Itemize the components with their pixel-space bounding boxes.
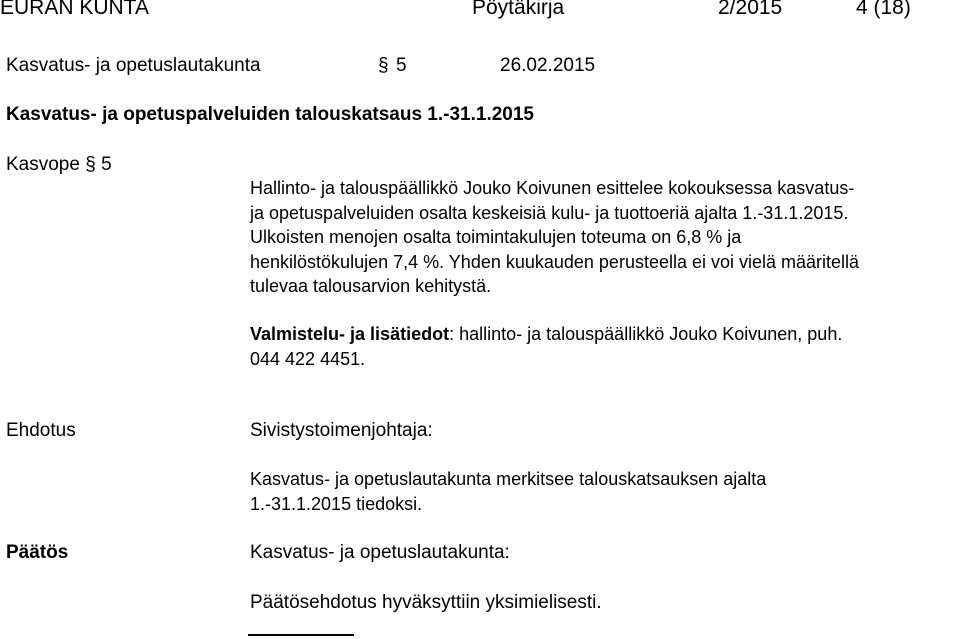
preparation-label — [6, 154, 112, 176]
preparation-line: Hallinto- ja talouspäällikkö Jouko Koivunen esittelee kokouksessa kasvatus- — [250, 178, 855, 198]
section-symbol: § — [378, 55, 389, 76]
preparation-label-text: Kasvope — [6, 154, 80, 175]
proposer: Sivistystoimenjohtaja: — [250, 420, 433, 441]
decision-text: Päätösehdotus hyväksyttiin yksimielisesti. — [250, 592, 602, 613]
preparation-text — [250, 176, 955, 299]
meeting-date: 26.02.2015 — [500, 55, 596, 76]
preparation-info-label: Valmistelu- ja lisätiedot — [250, 324, 450, 344]
preparation-info-phone: 044 422 4451. — [250, 348, 366, 369]
decision-body: Kasvatus- ja opetuslautakunta: — [250, 542, 510, 563]
committee-name: Kasvatus- ja opetuslautakunta — [6, 55, 261, 76]
preparation-line: henkilöstökulujen 7,4 %. Yhden kuukauden perusteella ei voi vielä määritellä — [250, 251, 860, 272]
preparation-info — [250, 322, 955, 371]
proposal-label: Ehdotus — [6, 420, 76, 441]
organization-name: EURAN KUNTA — [0, 0, 149, 19]
document-type: Pöytäkirja — [472, 0, 565, 19]
proposal-line: 1.-31.1.2015 tiedoksi. — [250, 493, 423, 514]
proposal-text — [250, 467, 955, 516]
preparation-line: ja opetuspalveluiden osalta keskeisiä kulu- ja tuottoeriä ajalta 1.-31.1.2015. — [250, 202, 849, 223]
signature-line — [248, 634, 354, 636]
preparation-info-line — [250, 322, 955, 347]
section-number: 5 — [396, 55, 407, 76]
preparation-section-symbol: § — [85, 154, 96, 175]
agenda-title: Kasvatus- ja opetuspalveluiden talouskatsaus 1.-31.1.2015 — [6, 104, 535, 125]
document-number: 2/2015 — [718, 0, 783, 19]
preparation-line: tulevaa talousarvion kehitystä. — [250, 276, 492, 296]
proposal-line: Kasvatus- ja opetuslautakunta merkitsee talouskatsauksen ajalta — [250, 469, 767, 489]
page-number: 4 (18) — [856, 0, 911, 19]
decision-label: Päätös — [6, 542, 69, 563]
preparation-line: Ulkoisten menojen osalta toimintakulujen toteuma on 6,8 % ja — [250, 227, 742, 247]
preparation-info-contact: : hallinto- ja talouspäällikkö Jouko Koivunen, puh. — [449, 324, 843, 344]
preparation-section-number: 5 — [101, 154, 112, 175]
